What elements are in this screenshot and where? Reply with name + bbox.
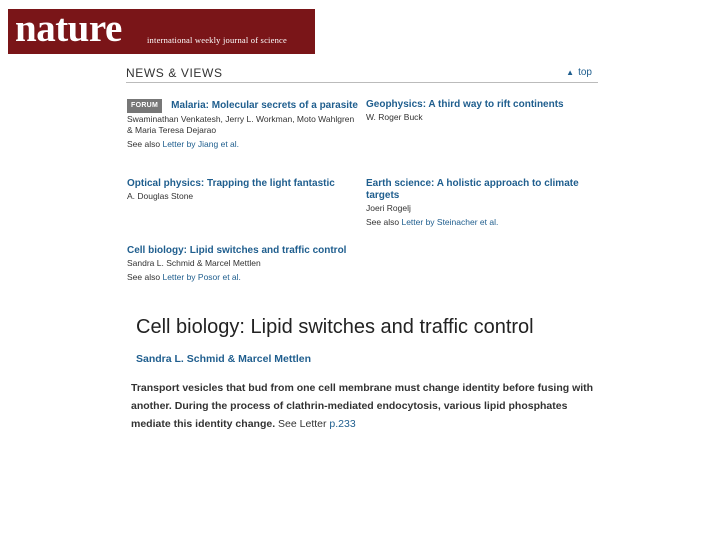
see-also-label: See also bbox=[366, 217, 400, 227]
nature-logo[interactable] bbox=[8, 9, 315, 54]
see-also-label: See also bbox=[127, 139, 161, 149]
article-detail bbox=[131, 316, 606, 430]
up-arrow-icon: ▲ bbox=[566, 68, 575, 77]
section-title: NEWS & VIEWS bbox=[126, 66, 223, 80]
see-also-link[interactable]: Letter by Posor et al. bbox=[162, 272, 241, 282]
news-views-header bbox=[126, 66, 598, 83]
article-authors: Joeri Rogelj bbox=[366, 203, 411, 213]
abstract-text: Transport vesicles that bud from one cell membrane must change identity before fusing with another. During the process of clathrin-mediated endocytosis, various lipid phosphates mediate this identity change. bbox=[131, 382, 594, 430]
see-also bbox=[366, 217, 586, 228]
logo-wordmark: nature bbox=[15, 7, 122, 50]
logo-tagline: international weekly journal of science bbox=[147, 35, 287, 45]
article-title-link[interactable]: Earth science: A holistic approach to climate targets bbox=[366, 178, 579, 201]
forum-badge: FORUM bbox=[127, 99, 162, 113]
article-authors: Swaminathan Venkatesh, Jerry L. Workman, Moto Wahlgren & Maria Teresa Dejarao bbox=[127, 114, 355, 135]
article-title-link[interactable]: Optical physics: Trapping the light fantastic bbox=[127, 178, 335, 189]
top-label: top bbox=[578, 67, 592, 78]
article-cell-biology bbox=[127, 245, 367, 283]
article-authors: Sandra L. Schmid & Marcel Mettlen bbox=[127, 258, 261, 268]
see-also-label: See also bbox=[127, 272, 161, 282]
article-authors: A. Douglas Stone bbox=[127, 191, 194, 201]
article-optical-physics bbox=[127, 178, 359, 202]
article-authors: W. Roger Buck bbox=[366, 112, 423, 122]
article-title-link[interactable] bbox=[127, 99, 359, 113]
article-earth-science bbox=[366, 178, 586, 228]
article-title: Malaria: Molecular secrets of a parasite bbox=[171, 100, 358, 111]
see-also bbox=[127, 139, 359, 150]
see-letter-link[interactable]: p.233 bbox=[329, 418, 356, 430]
article-title-link[interactable]: Geophysics: A third way to rift continents bbox=[366, 99, 564, 110]
see-letter-label: See Letter bbox=[278, 418, 327, 430]
see-also-link[interactable]: Letter by Steinacher et al. bbox=[401, 217, 499, 227]
article-detail-title: Cell biology: Lipid switches and traffic control bbox=[136, 316, 534, 338]
article-malaria bbox=[127, 99, 359, 150]
article-detail-authors[interactable]: Sandra L. Schmid & Marcel Mettlen bbox=[136, 353, 312, 365]
article-detail-abstract bbox=[131, 379, 601, 433]
article-title-link[interactable]: Cell biology: Lipid switches and traffic control bbox=[127, 245, 347, 256]
article-geophysics bbox=[366, 99, 598, 123]
see-also bbox=[127, 272, 367, 283]
back-to-top-link[interactable] bbox=[566, 67, 592, 78]
see-also-link[interactable]: Letter by Jiang et al. bbox=[162, 139, 240, 149]
